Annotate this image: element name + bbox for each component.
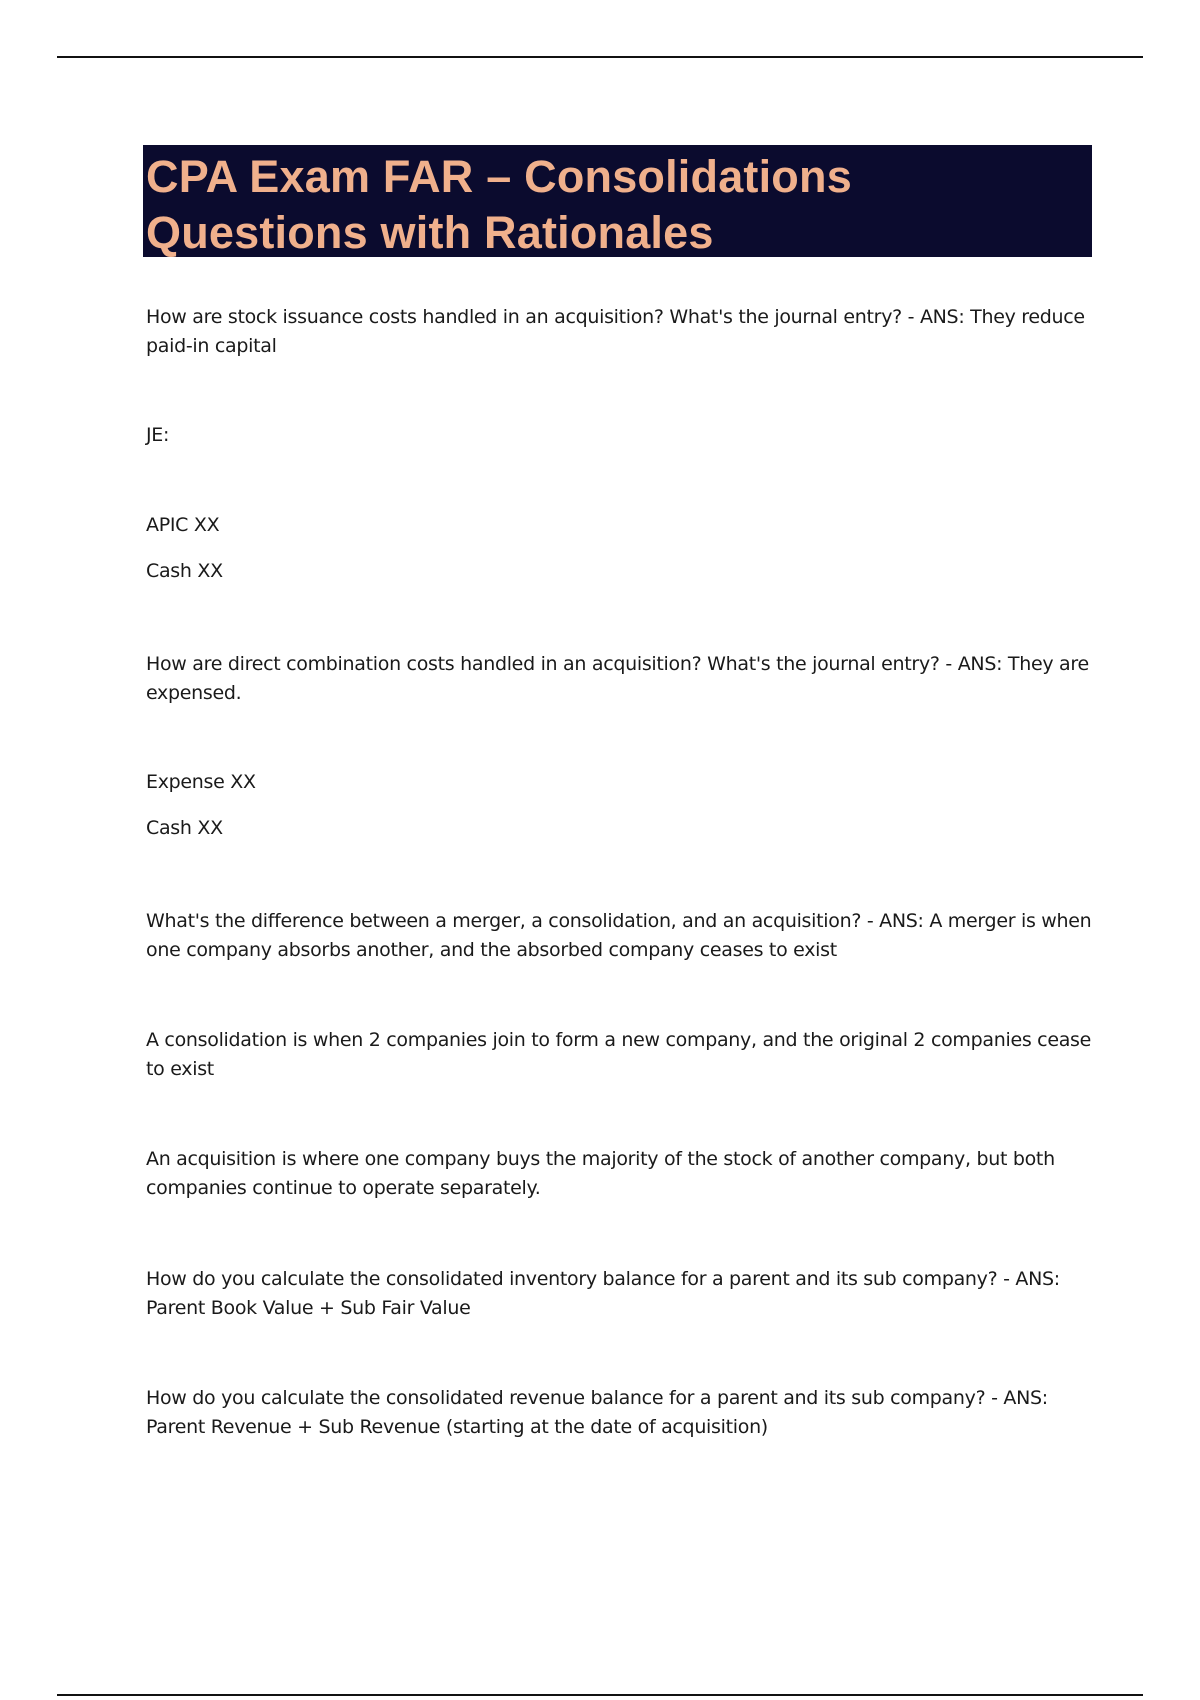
qa-consolidated-revenue: How do you calculate the consolidated revenue balance for a parent and its sub company? - ANS: Parent Revenue + Sub Revenue (starting at the date of acquisition) [146,1387,1048,1438]
qa-direct-combination-costs: How are direct combination costs handled in an acquisition? What's the journal entry? - ANS: They are expensed. [146,653,1089,704]
je-line-expense: Expense XX [146,771,256,793]
title-line-1: CPA Exam FAR – Consolidations [146,151,852,202]
je-line-cash-2: Cash XX [146,817,223,839]
qa-stock-issuance-costs: How are stock issuance costs handled in an acquisition? What's the journal entry? - ANS: They reduce paid-in capital [146,306,1085,357]
bottom-rule [57,1694,1143,1696]
je-label: JE: [146,424,170,446]
title-banner [143,145,1092,257]
answer-acquisition: An acquisition is where one company buys the majority of the stock of another company, but both companies continue to operate separately. [146,1148,1055,1199]
qa-merger-consolidation-acquisition: What's the difference between a merger, a consolidation, and an acquisition? - ANS: A merger is when one company absorbs another, and the absorbed company ceases to exist [146,910,1092,961]
answer-consolidation: A consolidation is when 2 companies join to form a new company, and the original 2 companies cease to exist [146,1029,1092,1080]
je-line-apic: APIC XX [146,514,220,536]
qa-consolidated-inventory: How do you calculate the consolidated inventory balance for a parent and its sub company? - ANS: Parent Book Value + Sub Fair Value [146,1268,1060,1319]
top-rule [57,56,1143,58]
title-line-2: Questions with Rationales [146,207,714,258]
je-line-cash: Cash XX [146,560,223,582]
